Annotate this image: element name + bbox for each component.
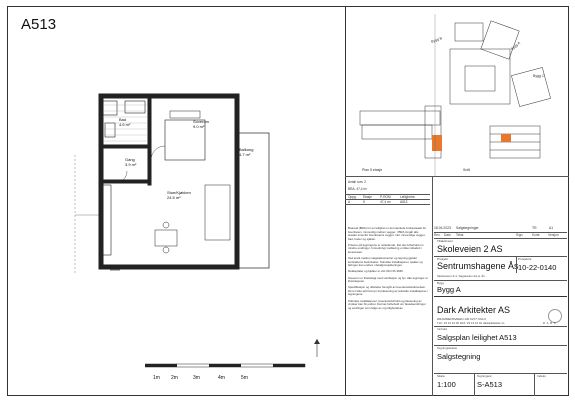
wall-top xyxy=(99,94,239,98)
revision-row: 18.04.2023 Salgstegninger TR A1 xyxy=(434,226,554,230)
revision-header: Rev. Dato Tekst Sign. Kontr. Versjon xyxy=(434,233,559,237)
unit-info-header: Oppg. Etasje P-ROM Leilighetnr. xyxy=(345,194,430,200)
room-label-soverom: Soverom 9.0 m² xyxy=(193,119,210,129)
tegningsnr-label: Tegningsnr. xyxy=(477,374,493,378)
keymap-building-a: Bygg A xyxy=(510,40,522,52)
room-label-bad: Bad 4.6 m² xyxy=(119,117,131,127)
scale-bar xyxy=(145,362,325,374)
wall-bottom xyxy=(99,265,239,269)
drawing-number: S-A513 xyxy=(477,380,503,389)
wall-right xyxy=(235,94,239,269)
antall-rom: Antall rom: 2 xyxy=(348,180,366,184)
scale-value: 1:100 xyxy=(437,380,456,389)
client-name: Skoleveien 2 AS xyxy=(437,244,503,254)
project-name: Sentrumshagene Ås xyxy=(437,261,519,271)
notes: Boareal (BRA) for en leilighet er det samlede bruksarealet for boenheten, innvendig mellom vegger. I BRA inngår alle arealer innenfor boenhetens vegger, inkl. innvendige vegger, bad, boder og sjakter. Prisene på tegningene er veiledende. Det tas forbehold om mindre endringer. Innredning/ møblering er ikke inkludert i leveransen. Ved avvik mellom salgsdokumenter og tegning gjelder kontraktens beskrivelse. Tekniske installasjoner, sjakter og føringer kan endres i detaljprosjekteringen. Dekkeplater og bjelker er vist ihht NS 3940. Soverom er tilrettelagt med ventilasjon og lys. Alle tegninger er illustrasjoner. Spesifikasjon og utførelse fremgår av leveransebeskrivelsen. Det er ikke tatt hensyn til plassering av tekniske installasjoner i tegningene. Tekniske installasjoner, leveranseforhold og plassering av vinduer kan bli endret. Det tas forbehold om fasadeendringer og endringer som følge av myndighetskrav. xyxy=(348,226,429,310)
room-label-stue: Stue/Kjøkken 24.5 m² xyxy=(167,190,191,200)
sheet-title: A513 xyxy=(21,16,57,33)
firm-name: Dark Arkitekter AS xyxy=(437,305,511,315)
indeks-label: Indeks xyxy=(537,374,546,378)
floor-plan xyxy=(15,40,345,380)
keymap-building-c: Bygg C xyxy=(533,74,545,78)
unit-info xyxy=(345,180,430,205)
unit-info-row: A 5 47,4 m² A513 xyxy=(345,200,430,205)
bygg-label: Bygg xyxy=(437,281,444,285)
skala-label: Skala xyxy=(437,374,445,378)
project-address: Skoleveien 2-4, Sagaveien 2a-d, Ås xyxy=(437,274,485,278)
building-name: Bygg A xyxy=(437,285,461,294)
drawing-status: Salgstegning xyxy=(437,352,481,361)
tegningsstatus-label: Tegningsstatus xyxy=(437,346,458,350)
prosjekt-label: Prosjekt xyxy=(437,257,448,261)
prosjektnr-label: Prosjektnr. xyxy=(518,257,533,261)
project-number: 10-22-0140 xyxy=(518,263,557,272)
tiltakshaver-label: Tiltakshaver xyxy=(437,239,454,243)
firm-contact: TLF: 23 13 12 00 FAX: 23 13 12 01 darkarkitekter.no xyxy=(437,321,505,325)
room-label-balkong: Balkong 4.7 m² xyxy=(239,147,254,157)
keymap-building-b: Bygg B xyxy=(430,36,443,44)
content-title: Salgsplan leilighet A513 xyxy=(437,333,517,342)
keymap-caption-snitt: Snitt xyxy=(463,168,471,172)
firm-address: DRAMMENSVEIEN 130 0277 OSLO xyxy=(437,317,487,321)
bra: BRA: 47,4 m² xyxy=(348,187,368,192)
firm-logo-text: D A R K xyxy=(543,321,557,325)
north-arrow-icon xyxy=(312,338,322,358)
key-map xyxy=(350,11,565,176)
innhold-label: Innhold xyxy=(437,327,447,331)
room-label-gang: Gang 3.9 m² xyxy=(125,157,137,167)
keymap-caption-plan: Plan 5.etasje xyxy=(362,168,383,172)
